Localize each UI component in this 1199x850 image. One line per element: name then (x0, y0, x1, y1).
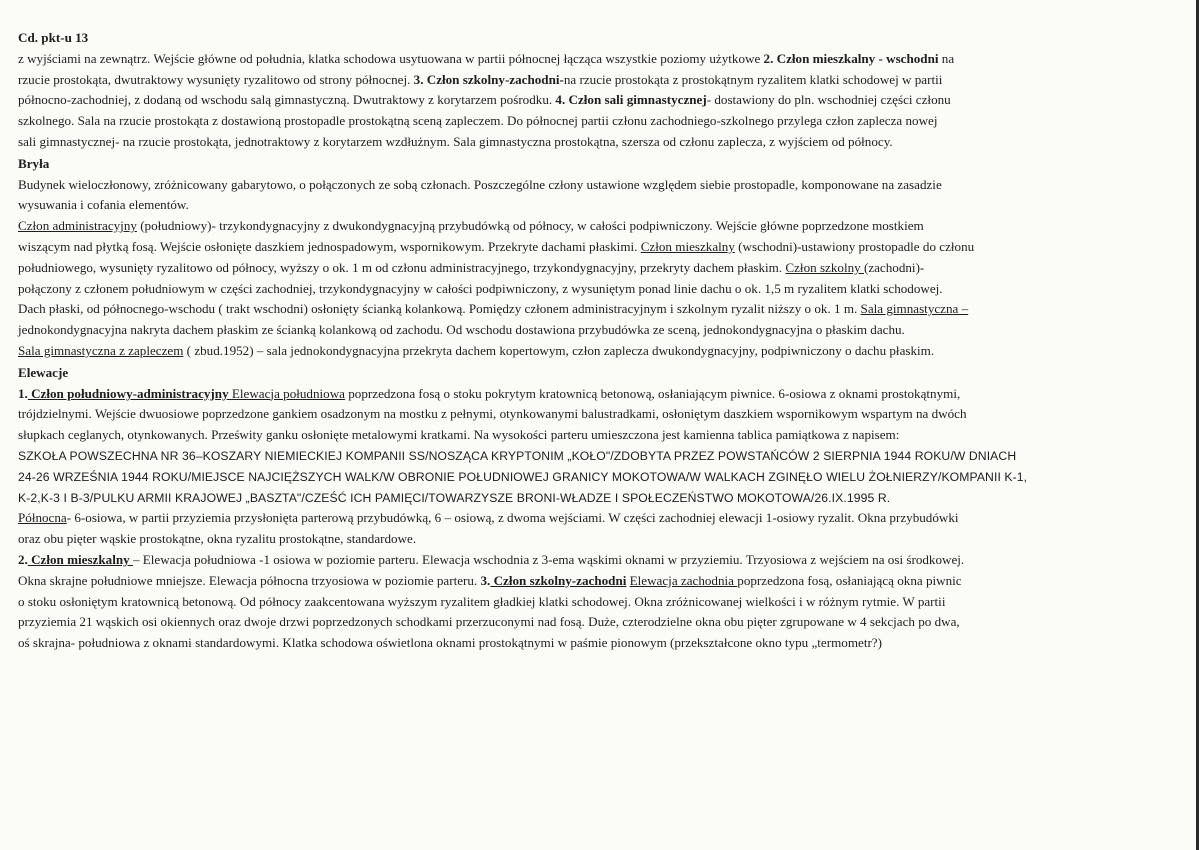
text-line (18, 237, 1185, 258)
section-label: Człon mieszkalny (27, 551, 133, 567)
text-line (18, 508, 1185, 529)
text-span: – Elewacja południowa -1 osiowa w poziomie parteru. Elewacja wschodnia z 3-ema wąskimi oknami w przyziemiu. Trzyosiowa z wejściem na osi środkowej. (132, 551, 965, 567)
text-span: północno-zachodniej, z dodaną od wschodu salą gimnastyczną. Dwutraktowy z korytarzem pośrodku. (18, 92, 556, 108)
plaque-inscription-line: 24-26 WRZEŚNIA 1944 ROKU/MIEJSCE NAJCIĘŻSZYCH WALK/W OBRONIE POŁUDNIOWEJ GRANICY MOKOTOWA/W WALKACH ZGINĘŁO WIELU ŻOŁNIERZY/KOMPANII K-1, (18, 469, 1028, 484)
section-label: 3. Człon szkolny-zachodni- (413, 71, 564, 87)
text-line (18, 49, 1185, 70)
text-line: oraz obu pięter wąskie prostokątne, okna ryzalitu prostokątne, standardowe. (18, 531, 417, 547)
section-label: 2. Człon mieszkalny - wschodni (763, 50, 939, 66)
text-line: oś skrajna- południowa z oknami standardowymi. Klatka schodowa oświetlona oknami prostokątnymi w paśmie pionowym (przekształcone okno typu „termometr?) (18, 635, 882, 651)
text-span: z wyjściami na zewnątrz. Wejście główne od południa, klatka schodowa usytuowana w partii północnej łącząca wszystkie poziomy użytkowe (18, 50, 764, 66)
text-span: (południowy)- trzykondygnacyjny z dwukondygnacyjną przybudówką od północy, w całości podpiwniczony. Wejście główne poprzedzone mostkiem (136, 218, 924, 234)
text-span: (wschodni)-ustawiony prostopadle do członu (734, 238, 975, 254)
text-line: jednokondygnacyjna nakryta dachem płaskim ze ścianką kolankową od zachodu. Od wschodu dostawiona przybudówka ze sceną, jednokondygnacyjna o płaskim dachu. (18, 322, 905, 338)
underlined-term: Człon szkolny (785, 259, 864, 275)
underlined-term: Elewacja zachodnia (629, 572, 738, 588)
text-line: szkolnego. Sala na rzucie prostokąta z dostawioną prostopadle prostokątną sceną zapleczem. Do północnej partii członu zachodniego-szkolnego przylega człon zaplecza nowej (18, 113, 938, 129)
text-span: Dach płaski, od północnego-wschodu ( trakt wschodni) osłonięty ścianką kolankową. Pomiędzy członem administracyjnym i szkolnym ryzalit niższy o ok. 1 m. (18, 301, 861, 317)
text-line (18, 216, 1185, 237)
text-line: trójdzielnymi. Wejście dwuosiowe poprzedzone gankiem osadzonym na mostku z pełnymi, otynkowanymi balustradkami, osłoniętym daszkiem wspornikowym wspartym na dwóch (18, 406, 967, 422)
underlined-term: Sala gimnastyczna z zapleczem (18, 342, 184, 358)
text-span: wiszącym nad płytką fosą. Wejście osłonięte daszkiem jednospadowym, wspornikowym. Przekryte dachami płaskimi. (18, 238, 641, 254)
text-span: - dostawiony do pln. wschodniej części członu (706, 92, 951, 108)
section-label: Człon południowy-administracyjny (27, 385, 232, 401)
text-line (18, 258, 1185, 279)
text-line: sali gimnastycznej- na rzucie prostokąta, jednotraktowy z korytarzem wzdłużnym. Sala gimnastyczna prostokątna, szersza od członu zaplecza, z wyjściem od północy. (18, 133, 893, 149)
page-header: Cd. pkt-u 13 (18, 30, 89, 45)
text-span: poprzedzona fosą o stoku pokrytym kratownicą betonową, osłaniającym piwnice. 6-osiowa z oknami prostokątnymi, (344, 385, 961, 401)
text-line: przyziemia 21 wąskich osi okiennych oraz dwoje drzwi poprzedzonych schodkami przerzuconymi nad fosą. Duże, czterodzielne okna obu pięter zgrupowane w 4 sekcjach po dwa, (18, 614, 960, 630)
text-span: - 6-osiowa, w partii przyziemia przysłonięta parterową przybudówką, 6 – osiową, z dwoma wejściami. W części zachodniej elewacji 1-osiowy ryzalit. Okna przybudówki (66, 510, 959, 526)
text-line: połączony z członem południowym w części zachodniej, trzykondygnacyjny w całości podpiwniczony, z wysuniętym ponad linie dachu o ok. 1,5 m ryzalitem klatki schodowej. (18, 280, 943, 296)
heading-bryla: Bryła (18, 155, 50, 171)
text-span: poprzedzona fosą, osłaniającą okna piwnic (737, 572, 962, 588)
underlined-term: Człon administracyjny (18, 218, 137, 234)
text-span: na (938, 50, 955, 66)
text-span: południowego, wysunięty ryzalitowo od północy, wyższy o ok. 1 m od członu administracyjnego, trzykondygnacyjny, przekryty dachem płaskim. (18, 259, 786, 275)
text-line (18, 341, 1185, 362)
text-line (18, 550, 1185, 571)
text-line: wysuwania i cofania elementów. (18, 197, 189, 213)
text-line: o stoku osłoniętym kratownicą betonową. Od północy zaakcentowana wyższym ryzalitem gładkiej klatki schodowej. Okna zróżnicowanej wielkości i w różnym rytmie. W partii (18, 593, 946, 609)
text-line: Budynek wieloczłonowy, zróżnicowany gabarytowo, o połączonych ze sobą członach. Poszczególne człony ustawione względem siebie prostopadle, komponowane na zasadzie (18, 176, 942, 192)
text-line (18, 571, 1185, 592)
plaque-inscription-line: K-2,K-3 I B-3/PULKU ARMII KRAJOWEJ „BASZTA"/CZEŚĆ ICH PAMIĘCI/TOWARZYSZE BRONI-WŁADZE I SPOŁECZEŃSTWO MOKOTOWA/26.IX.1995 R. (18, 490, 891, 505)
text-line (18, 299, 1185, 320)
text-span: rzucie prostokąta, dwutraktowy wysunięty ryzalitowo od strony północnej. (18, 71, 414, 87)
underlined-term: Sala gimnastyczna – (860, 301, 969, 317)
text-line (18, 90, 1185, 111)
heading-elewacje: Elewacje (18, 364, 69, 380)
text-span: (zachodni)- (863, 259, 925, 275)
text-line: słupkach ceglanych, otynkowanych. Prześwity ganku osłonięte metalowymi kratkami. Na wysokości parteru umieszczona jest kamienna tablica pamiątkowa z napisem: (18, 427, 900, 443)
underlined-term: Północna (18, 510, 67, 526)
section-label: 4. Człon sali gimnastycznej (555, 92, 707, 108)
section-number: 3. (480, 572, 491, 588)
text-line (18, 70, 1185, 91)
section-number: 1. (18, 385, 28, 401)
underlined-term: Elewacja południowa (231, 385, 345, 401)
text-line (18, 384, 1185, 405)
text-span: ( zbud.1952) – sala jednokondygnacyjna przekryta dachem kopertowym, człon zaplecza dwukondygnacyjny, podpiwniczony o dachu płaskim. (183, 342, 935, 358)
text-span: Okna skrajne południowe mniejsze. Elewacja północna trzyosiowa w poziomie parteru. (18, 572, 481, 588)
section-label: Człon szkolny-zachodni (490, 572, 627, 588)
plaque-inscription-line: SZKOŁA POWSZECHNA NR 36–KOSZARY NIEMIECKIEJ KOMPANII SS/NOSZĄCA KRYPTONIM „KOŁO"/ZDOBYTA PRZEZ POWSTAŃCÓW 2 SIERPNIA 1944 ROKU/W DNIACH (18, 448, 1017, 463)
text-span: na rzucie prostokąta z prostokątnym ryzalitem klatki schodowej w partii (563, 71, 943, 87)
underlined-term: Człon mieszkalny (640, 238, 735, 254)
section-number: 2. (18, 551, 28, 567)
